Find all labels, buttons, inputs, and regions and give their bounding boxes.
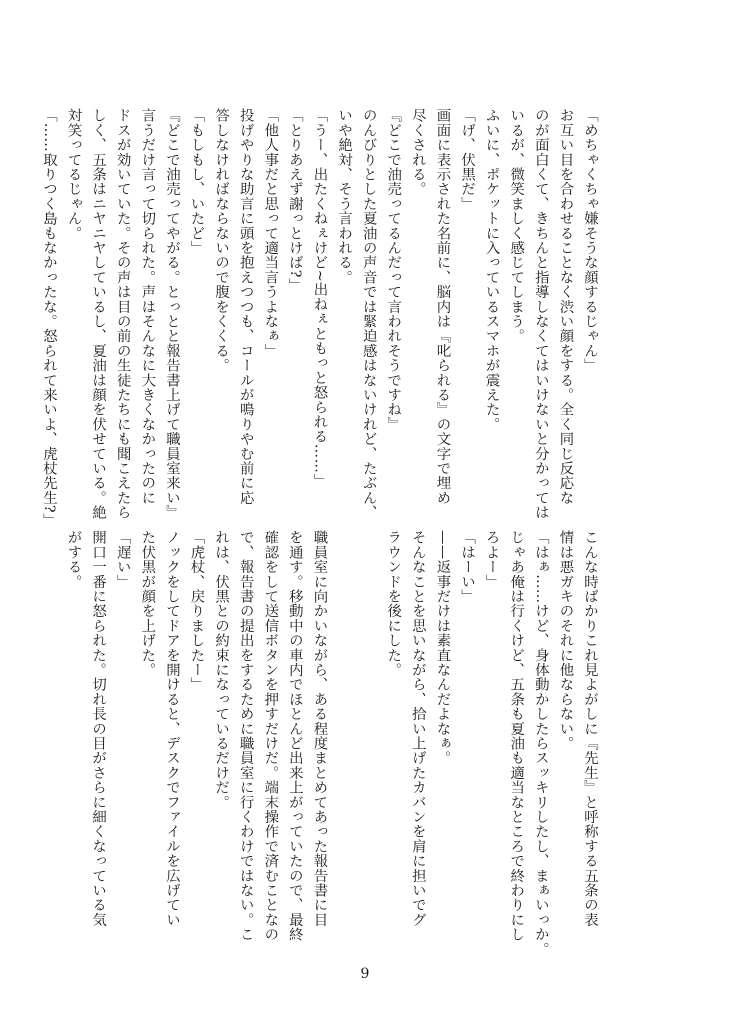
bottom-text-block [65, 530, 602, 957]
text-line: こんな時ばかりこれ見よがしに『先生』と呼称する五条の表 [582, 530, 598, 927]
top-text-block [40, 108, 602, 528]
text-line: そんなことを思いながら、拾い上げたカバンを肩に担いでグ [409, 530, 426, 927]
page-number: 9 [360, 966, 370, 982]
text-line: 「うー、出たくねぇけど~出ねぇともっと怒られる……」 [311, 108, 328, 488]
text-line: 「はーい」 [459, 530, 476, 604]
text-line: 『どこで油売ってるんだって言われそうですね』 [385, 108, 402, 432]
text-line: がする。 [65, 530, 82, 589]
text-line: 尽くされる。 [409, 108, 426, 197]
text-line: 「めちゃくちゃ嫌そうな顔するじゃん」 [582, 108, 598, 373]
text-line: 「とりあえず謝っとけば?」 [286, 108, 303, 293]
text-line: 職員室に向かいながら、ある程度まとめてあった報告書に目 [311, 530, 328, 927]
text-line: 言うだけ言って切られた。声はそんなに大きくなかったのに [139, 108, 156, 505]
text-line: 「げ、伏黒だ」 [459, 108, 476, 211]
text-line: 『どこで油売ってやがる。とっとと報告書上げて職員室来い』 [163, 108, 180, 520]
text-line: た伏黒が顔を上げた。 [139, 530, 156, 677]
text-line: のが面白くて、きちんと指導しなくてはいけないと分かっては [532, 108, 549, 520]
blank-line [356, 530, 381, 932]
text-line: のんびりとした夏油の声音では緊迫感はないけれど、たぶん、 [360, 108, 377, 520]
text-line: 対笑ってるじゃん。 [65, 108, 82, 241]
text-line: いや絶対、そう言われる。 [336, 108, 353, 285]
text-line: ろよー」 [483, 530, 500, 589]
text-line: 「……取りつく島もなかったな。怒られて来いよ、虎杖先生?」 [40, 108, 57, 528]
text-line: れは、伏黒との約束になっているだけだ。 [213, 530, 230, 810]
text-line: いるが、微笑ましく感じてしまう。 [508, 108, 525, 344]
text-line: お互い目を合わせることなく渋い顔をする。全く同じ反応な [557, 108, 574, 505]
text-line: 確認をして送信ボタンを押すだけだ。端末操作で済むことなの [262, 530, 279, 942]
text-line: ふいに、ポケットに入っているスマホが震えた。 [483, 108, 500, 432]
text-line: 開口一番に怒られた。切れ長の目がさらに細くなっている気 [90, 530, 107, 927]
text-line: 「遅い」 [114, 530, 131, 589]
text-line: ラウンドを後にした。 [385, 530, 402, 677]
text-line: 答しなければならないので腹をくくる。 [213, 108, 230, 373]
text-line: 画面に表示された名前に、脳内は『叱られる』の文字で埋め [434, 108, 451, 505]
text-line: 投げやりな助言に頭を抱えつつも、コールが鳴りやむ前に応 [237, 108, 254, 505]
text-line: 「他人事だと思って適当言うよなぁ」 [262, 108, 279, 358]
text-line: 情は悪ガキのそれに他ならない。 [557, 530, 574, 751]
blank-line [331, 530, 356, 932]
text-line: ドスが効いていた。その声は目の前の生徒たちにも聞こえたら [114, 108, 131, 520]
text-line: ——返事だけは素直なんだよなぁ。 [434, 530, 451, 766]
text-line: で、報告書の提出をするために職員室に行くわけではない。こ [237, 530, 254, 942]
text-line: 「虎杖、戻りましたー」 [188, 530, 205, 692]
text-line: しく、五条はニヤニヤしているし、夏油は顔を伏せている。絶 [90, 108, 107, 520]
text-line: を通す。移動中の車内でほとんど出来上がっていたので、最終 [286, 530, 303, 942]
text-line: 「はぁ……けど、身体動かしたらスッキリしたし、まぁいっか。 [532, 530, 549, 957]
text-line: ノックをしてドアを開けると、デスクでファイルを広げてい [163, 530, 180, 927]
text-line: じゃあ俺は行くけど、五条も夏油も適当なところで終わりにし [508, 530, 525, 942]
text-line: 「もしもし、いたど」 [188, 108, 205, 255]
